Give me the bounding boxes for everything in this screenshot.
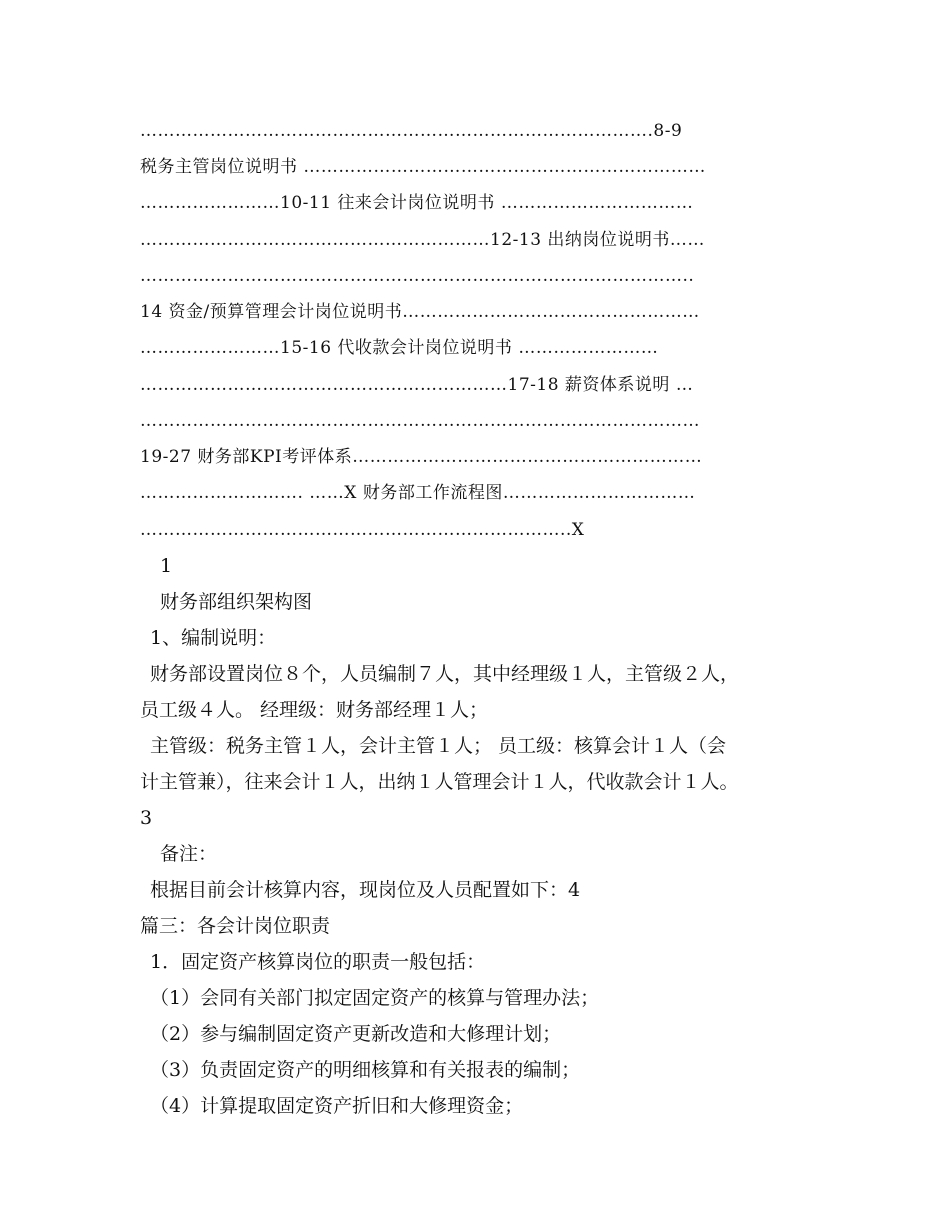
- toc-line-2: 税务主管岗位说明书 ……………………………………………………………: [140, 157, 706, 177]
- note-text: 根据目前会计核算内容，现岗位及人员配置如下：4: [150, 879, 581, 901]
- paragraph-line-4: 计主管兼），往来会计１人，出纳１人管理会计１人，代收款会计１人。: [140, 771, 739, 793]
- toc-line-8: ………………………………………………………17-18 薪资体系说明 …: [140, 375, 694, 395]
- toc-line-7: ……………………15-16 代收款会计岗位说明书 ……………………: [140, 338, 659, 358]
- duty-item-3: （3）负责固定资产的明细核算和有关报表的编制；: [150, 1059, 581, 1081]
- subheading-description: 1、编制说明：: [150, 627, 277, 649]
- toc-line-10: 19-27 财务部KPI考评体系……………………………………………………: [140, 447, 703, 467]
- toc-line-12: ………………………………………………………………..X: [140, 520, 585, 540]
- duty-item-2: （2）参与编制固定资产更新改造和大修理计划；: [150, 1023, 562, 1045]
- toc-line-5: …………………………………………………………………………………..: [140, 266, 695, 286]
- chapter-heading: 篇三：各会计岗位职责: [140, 915, 331, 937]
- toc-line-3: ……………………10-11 往来会计岗位说明书 ……………………………: [140, 193, 694, 213]
- paragraph-line-2: 员工级４人。 经理级：财务部经理１人；: [140, 699, 489, 721]
- duty-item-4: （4）计算提取固定资产折旧和大修理资金；: [150, 1095, 524, 1117]
- page-number: 3: [140, 807, 153, 829]
- toc-line-11: ………………………. ……X 财务部工作流程图……………………………: [140, 483, 696, 503]
- note-label: 备注：: [160, 843, 218, 865]
- duty-item-1: （1）会同有关部门拟定固定资产的核算与管理办法；: [150, 987, 600, 1009]
- paragraph-line-1: 财务部设置岗位８个，人员编制７人，其中经理级１人，主管级２人，: [150, 663, 740, 685]
- toc-line-9: ……………………………………………………………………………………: [140, 411, 700, 431]
- toc-line-4: ……………………………………………………12-13 出纳岗位说明书……: [140, 230, 705, 250]
- toc-line-6: 14 资金/预算管理会计岗位说明书……………………………………………: [140, 302, 700, 322]
- toc-line-1: …………………………………………………………………………….8-9: [140, 121, 683, 141]
- duty-heading: 1．固定资产核算岗位的职责一般包括：: [150, 951, 486, 973]
- page-number: 1: [160, 555, 173, 577]
- section-heading-org-chart: 财务部组织架构图: [160, 591, 313, 613]
- paragraph-line-3: 主管级：税务主管１人，会计主管１人； 员工级：核算会计１人（会: [150, 735, 727, 757]
